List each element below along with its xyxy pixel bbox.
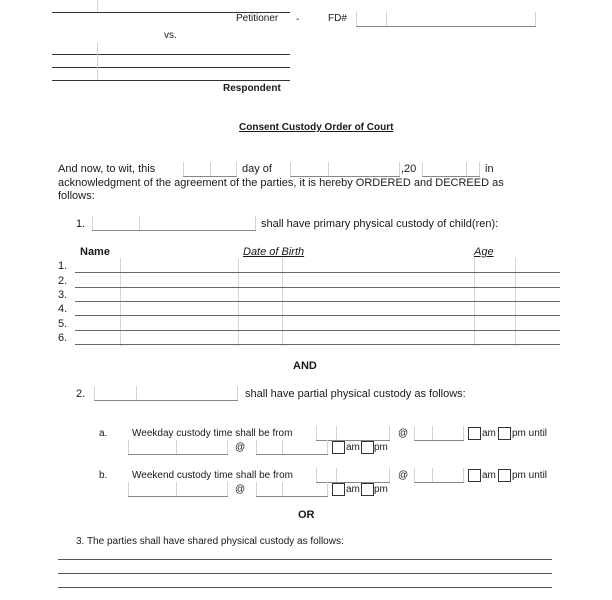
fd-label: FD#: [328, 13, 347, 24]
weekend-pm-label-2: pm: [374, 484, 388, 495]
weekend-start-time-field[interactable]: [414, 468, 464, 483]
section-2-number: 2.: [76, 388, 86, 400]
weekend-at-1: @: [398, 470, 409, 481]
month-field[interactable]: [290, 162, 400, 177]
weekday-pm-label-2: pm: [374, 442, 388, 453]
weekend-at-2: @: [235, 484, 246, 495]
fd-number-field[interactable]: [356, 12, 536, 27]
col-header-age: Age: [474, 246, 494, 258]
intro-in: in: [485, 163, 494, 175]
shared-custody-line-1[interactable]: [58, 559, 552, 560]
weekend-start-pm-checkbox[interactable]: [498, 469, 511, 482]
child-row-number: 4.: [58, 303, 68, 315]
weekday-end-day-field[interactable]: [128, 440, 228, 455]
intro-and-now: And now, to wit, this: [58, 163, 156, 175]
child-row-number: 3.: [58, 289, 68, 301]
and-divider-label: AND: [293, 360, 317, 372]
weekend-pm-until-label: pm until: [512, 470, 548, 481]
respondent-line-1[interactable]: [52, 54, 290, 55]
intro-line-2: acknowledgment of the agreement of the parties, it is hereby ORDERED and DECREED as: [58, 177, 504, 189]
child-row-number: 1.: [58, 260, 68, 272]
intro-day-of: day of: [242, 163, 272, 175]
weekday-start-day-field[interactable]: [316, 426, 390, 441]
weekend-end-pm-checkbox[interactable]: [361, 483, 374, 496]
intro-line-3: follows:: [58, 190, 95, 202]
vs-label: vs.: [164, 30, 177, 41]
weekend-am-label: am: [482, 470, 496, 481]
col-header-name: Name: [80, 246, 110, 258]
weekday-at-1: @: [398, 428, 409, 439]
weekday-end-pm-checkbox[interactable]: [361, 441, 374, 454]
weekday-am-label: am: [482, 428, 496, 439]
weekday-end-time-field[interactable]: [256, 440, 328, 455]
partial-custody-party-field[interactable]: [94, 386, 238, 401]
child-row-line[interactable]: [75, 301, 560, 302]
child-row-line[interactable]: [75, 330, 560, 331]
weekday-start-am-checkbox[interactable]: [468, 427, 481, 440]
weekend-am-label-2: am: [346, 484, 360, 495]
petitioner-label: Petitioner: [236, 13, 279, 24]
weekday-pm-until-label: pm until: [512, 428, 548, 439]
weekday-end-am-checkbox[interactable]: [332, 441, 345, 454]
or-divider-label: OR: [298, 509, 315, 521]
col-header-dob: Date of Birth: [243, 246, 305, 258]
child-row-line[interactable]: [75, 315, 560, 316]
grid-mark: [97, 42, 98, 80]
weekday-start-time-field[interactable]: [414, 426, 464, 441]
child-row-line[interactable]: [75, 344, 560, 345]
child-row-line[interactable]: [75, 272, 560, 273]
child-row-number: 2.: [58, 275, 68, 287]
section-3-text: 3. The parties shall have shared physical custody as follows:: [76, 536, 344, 547]
shared-custody-line-3[interactable]: [58, 587, 552, 588]
respondent-label: Respondent: [223, 83, 281, 94]
shared-custody-line-2[interactable]: [58, 573, 552, 574]
child-row-number: 6.: [58, 332, 68, 344]
item-b-letter: b.: [99, 470, 108, 481]
weekend-start-am-checkbox[interactable]: [468, 469, 481, 482]
child-row-number: 5.: [58, 318, 68, 330]
section-1-number: 1.: [76, 218, 86, 230]
day-field[interactable]: [183, 162, 237, 177]
weekend-text: Weekend custody time shall be from: [132, 470, 294, 481]
weekend-start-day-field[interactable]: [316, 468, 390, 483]
respondent-line-3[interactable]: [52, 80, 290, 81]
child-row-line[interactable]: [75, 287, 560, 288]
document-title: Consent Custody Order of Court: [239, 122, 394, 133]
section-1-text: shall have primary physical custody of child(ren):: [261, 218, 499, 230]
respondent-line-2[interactable]: [52, 67, 290, 68]
primary-custody-party-field[interactable]: [92, 216, 256, 231]
weekend-end-am-checkbox[interactable]: [332, 483, 345, 496]
weekday-am-label-2: am: [346, 442, 360, 453]
section-2-text: shall have partial physical custody as follows:: [245, 388, 466, 400]
intro-year-prefix: ,20: [401, 163, 417, 175]
weekday-text: Weekday custody time shall be from: [132, 428, 293, 439]
weekend-end-day-field[interactable]: [128, 482, 228, 497]
item-a-letter: a.: [99, 428, 108, 439]
weekend-end-time-field[interactable]: [256, 482, 328, 497]
dash-mark: -: [296, 14, 300, 25]
year-field[interactable]: [422, 162, 480, 177]
grid-mark: [97, 0, 98, 12]
weekday-at-2: @: [235, 442, 246, 453]
weekday-start-pm-checkbox[interactable]: [498, 427, 511, 440]
